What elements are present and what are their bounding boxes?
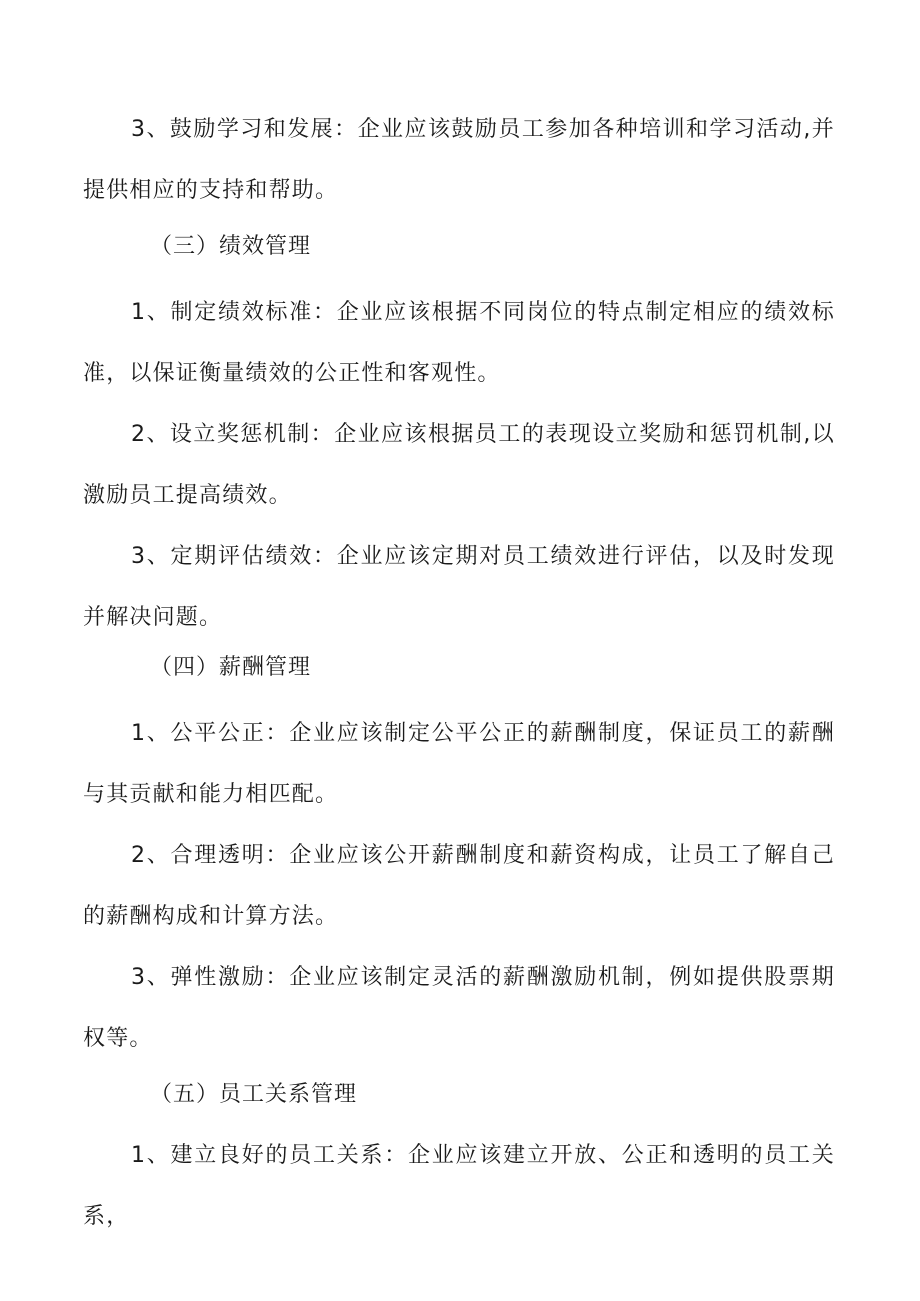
section-heading-employee-relations: （五）员工关系管理 [150,1082,358,1107]
paragraph-reward-punishment: 2、设立奖惩机制：企业应该根据员工的表现设立奖励和惩罚机制,以激励员工提高绩效。 [83,422,835,508]
paragraph-performance-standards: 1、制定绩效标准：企业应该根据不同岗位的特点制定相应的绩效标准，以保证衡量绩效的公正性和客观性。 [83,300,835,386]
paragraph-transparent-compensation: 2、合理透明：企业应该公开薪酬制度和薪资构成，让员工了解自己的薪酬构成和计算方法。 [83,843,835,929]
paragraph-employee-relations: 1、建立良好的员工关系：企业应该建立开放、公正和透明的员工关系， [83,1143,835,1229]
paragraph-flexible-incentives: 3、弹性激励：企业应该制定灵活的薪酬激励机制，例如提供股票期权等。 [83,965,835,1051]
paragraph-fair-compensation: 1、公平公正：企业应该制定公平公正的薪酬制度，保证员工的薪酬与其贡献和能力相匹配。 [83,721,835,807]
section-heading-performance: （三）绩效管理 [150,234,312,259]
section-heading-compensation: （四）薪酬管理 [150,655,312,680]
paragraph-learning-development: 3、鼓励学习和发展：企业应该鼓励员工参加各种培训和学习活动,并提供相应的支持和帮助。 [83,117,835,203]
paragraph-performance-evaluation: 3、定期评估绩效：企业应该定期对员工绩效进行评估，以及时发现并解决问题。 [83,544,835,630]
